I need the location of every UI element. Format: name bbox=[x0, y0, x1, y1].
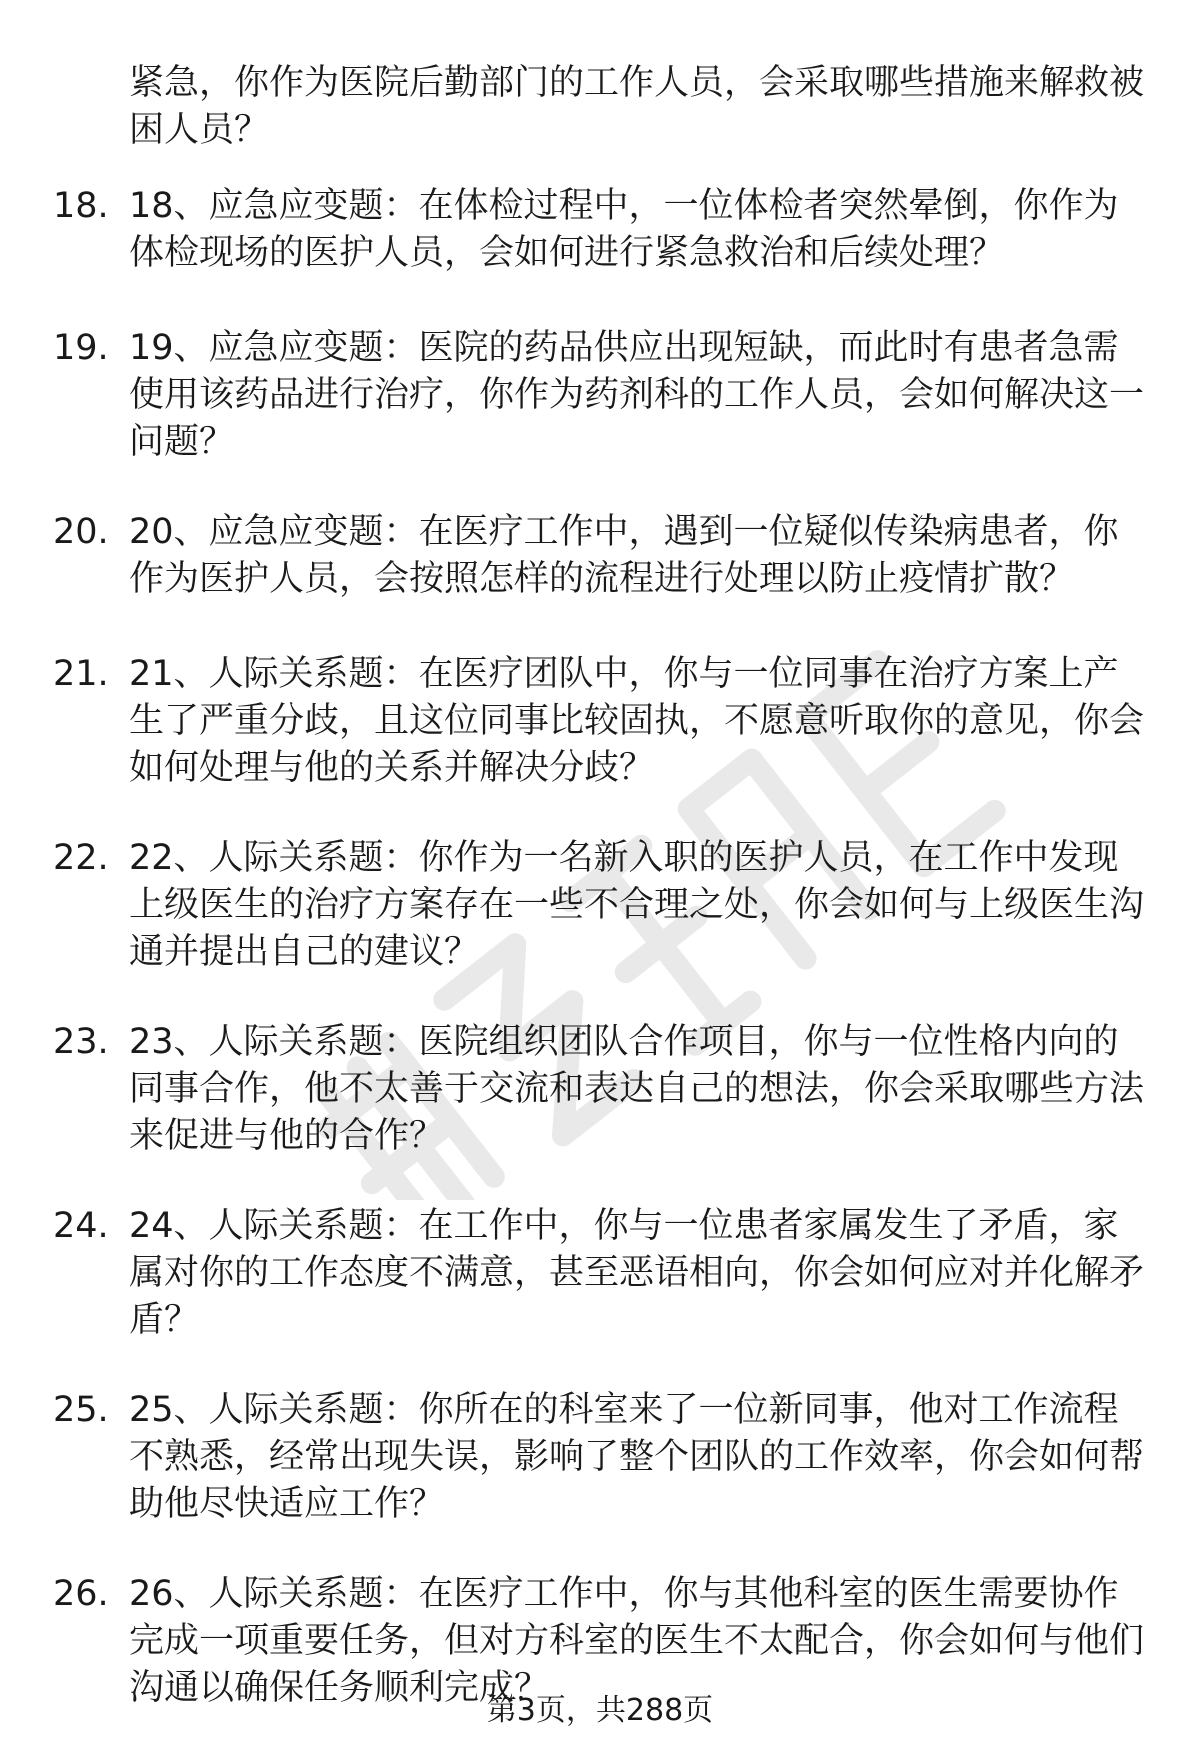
item-number: 22. bbox=[53, 838, 109, 878]
item-number: 20. bbox=[53, 512, 109, 552]
item-text: 19、应急应变题：医院的药品供应出现短缺，而此时有患者急需使用该药品进行治疗，你作为药剂科的工作人员，会如何解决这一问题？ bbox=[129, 328, 1145, 462]
item-text: 25、人际关系题：你所在的科室来了一位新同事，他对工作流程不熟悉，经常出现失误，影响了整个团队的工作效率，你会如何帮助他尽快适应工作？ bbox=[129, 1390, 1145, 1524]
item-number: 25. bbox=[53, 1390, 109, 1430]
question-list bbox=[0, 183, 1200, 1755]
list-item bbox=[0, 183, 1200, 325]
item-number: 24. bbox=[53, 1206, 109, 1246]
list-item bbox=[0, 1203, 1200, 1387]
list-item bbox=[0, 509, 1200, 651]
list-item bbox=[0, 1387, 1200, 1571]
list-item bbox=[0, 651, 1200, 835]
item-number: 19. bbox=[53, 328, 109, 368]
item-number: 26. bbox=[53, 1574, 109, 1614]
list-item bbox=[0, 325, 1200, 509]
list-item bbox=[0, 1019, 1200, 1203]
item-number: 18. bbox=[53, 186, 109, 226]
item-text: 24、人际关系题：在工作中，你与一位患者家属发生了矛盾，家属对你的工作态度不满意，甚至恶语相向，你会如何应对并化解矛盾？ bbox=[129, 1206, 1145, 1340]
item-text: 22、人际关系题：你作为一名新入职的医护人员，在工作中发现上级医生的治疗方案存在一些不合理之处，你会如何与上级医生沟通并提出自己的建议？ bbox=[129, 838, 1145, 972]
list-item bbox=[0, 835, 1200, 1019]
item-text: 21、人际关系题：在医疗团队中，你与一位同事在治疗方案上产生了严重分歧，且这位同事比较固执，不愿意听取你的意见，你会如何处理与他的关系并解决分歧？ bbox=[129, 654, 1145, 788]
item-number: 21. bbox=[53, 654, 109, 694]
item-number: 23. bbox=[53, 1022, 109, 1062]
continuation-paragraph: 紧急，你作为医院后勤部门的工作人员，会采取哪些措施来解救被困人员？ bbox=[129, 63, 1145, 150]
page-number-footer: 第3页，共288页 bbox=[486, 1693, 714, 1728]
item-text: 23、人际关系题：医院组织团队合作项目，你与一位性格内向的同事合作，他不太善于交流和表达自己的想法，你会采取哪些方法来促进与他的合作？ bbox=[129, 1022, 1145, 1156]
item-text: 26、人际关系题：在医疗工作中，你与其他科室的医生需要协作完成一项重要任务，但对方科室的医生不太配合，你会如何与他们沟通以确保任务顺利完成？ bbox=[129, 1574, 1145, 1708]
item-text: 20、应急应变题：在医疗工作中，遇到一位疑似传染病患者，你作为医护人员，会按照怎样的流程进行处理以防止疫情扩散？ bbox=[129, 512, 1119, 599]
item-text: 18、应急应变题：在体检过程中，一位体检者突然晕倒，你作为体检现场的医护人员，会如何进行紧急救治和后续处理？ bbox=[129, 186, 1119, 273]
